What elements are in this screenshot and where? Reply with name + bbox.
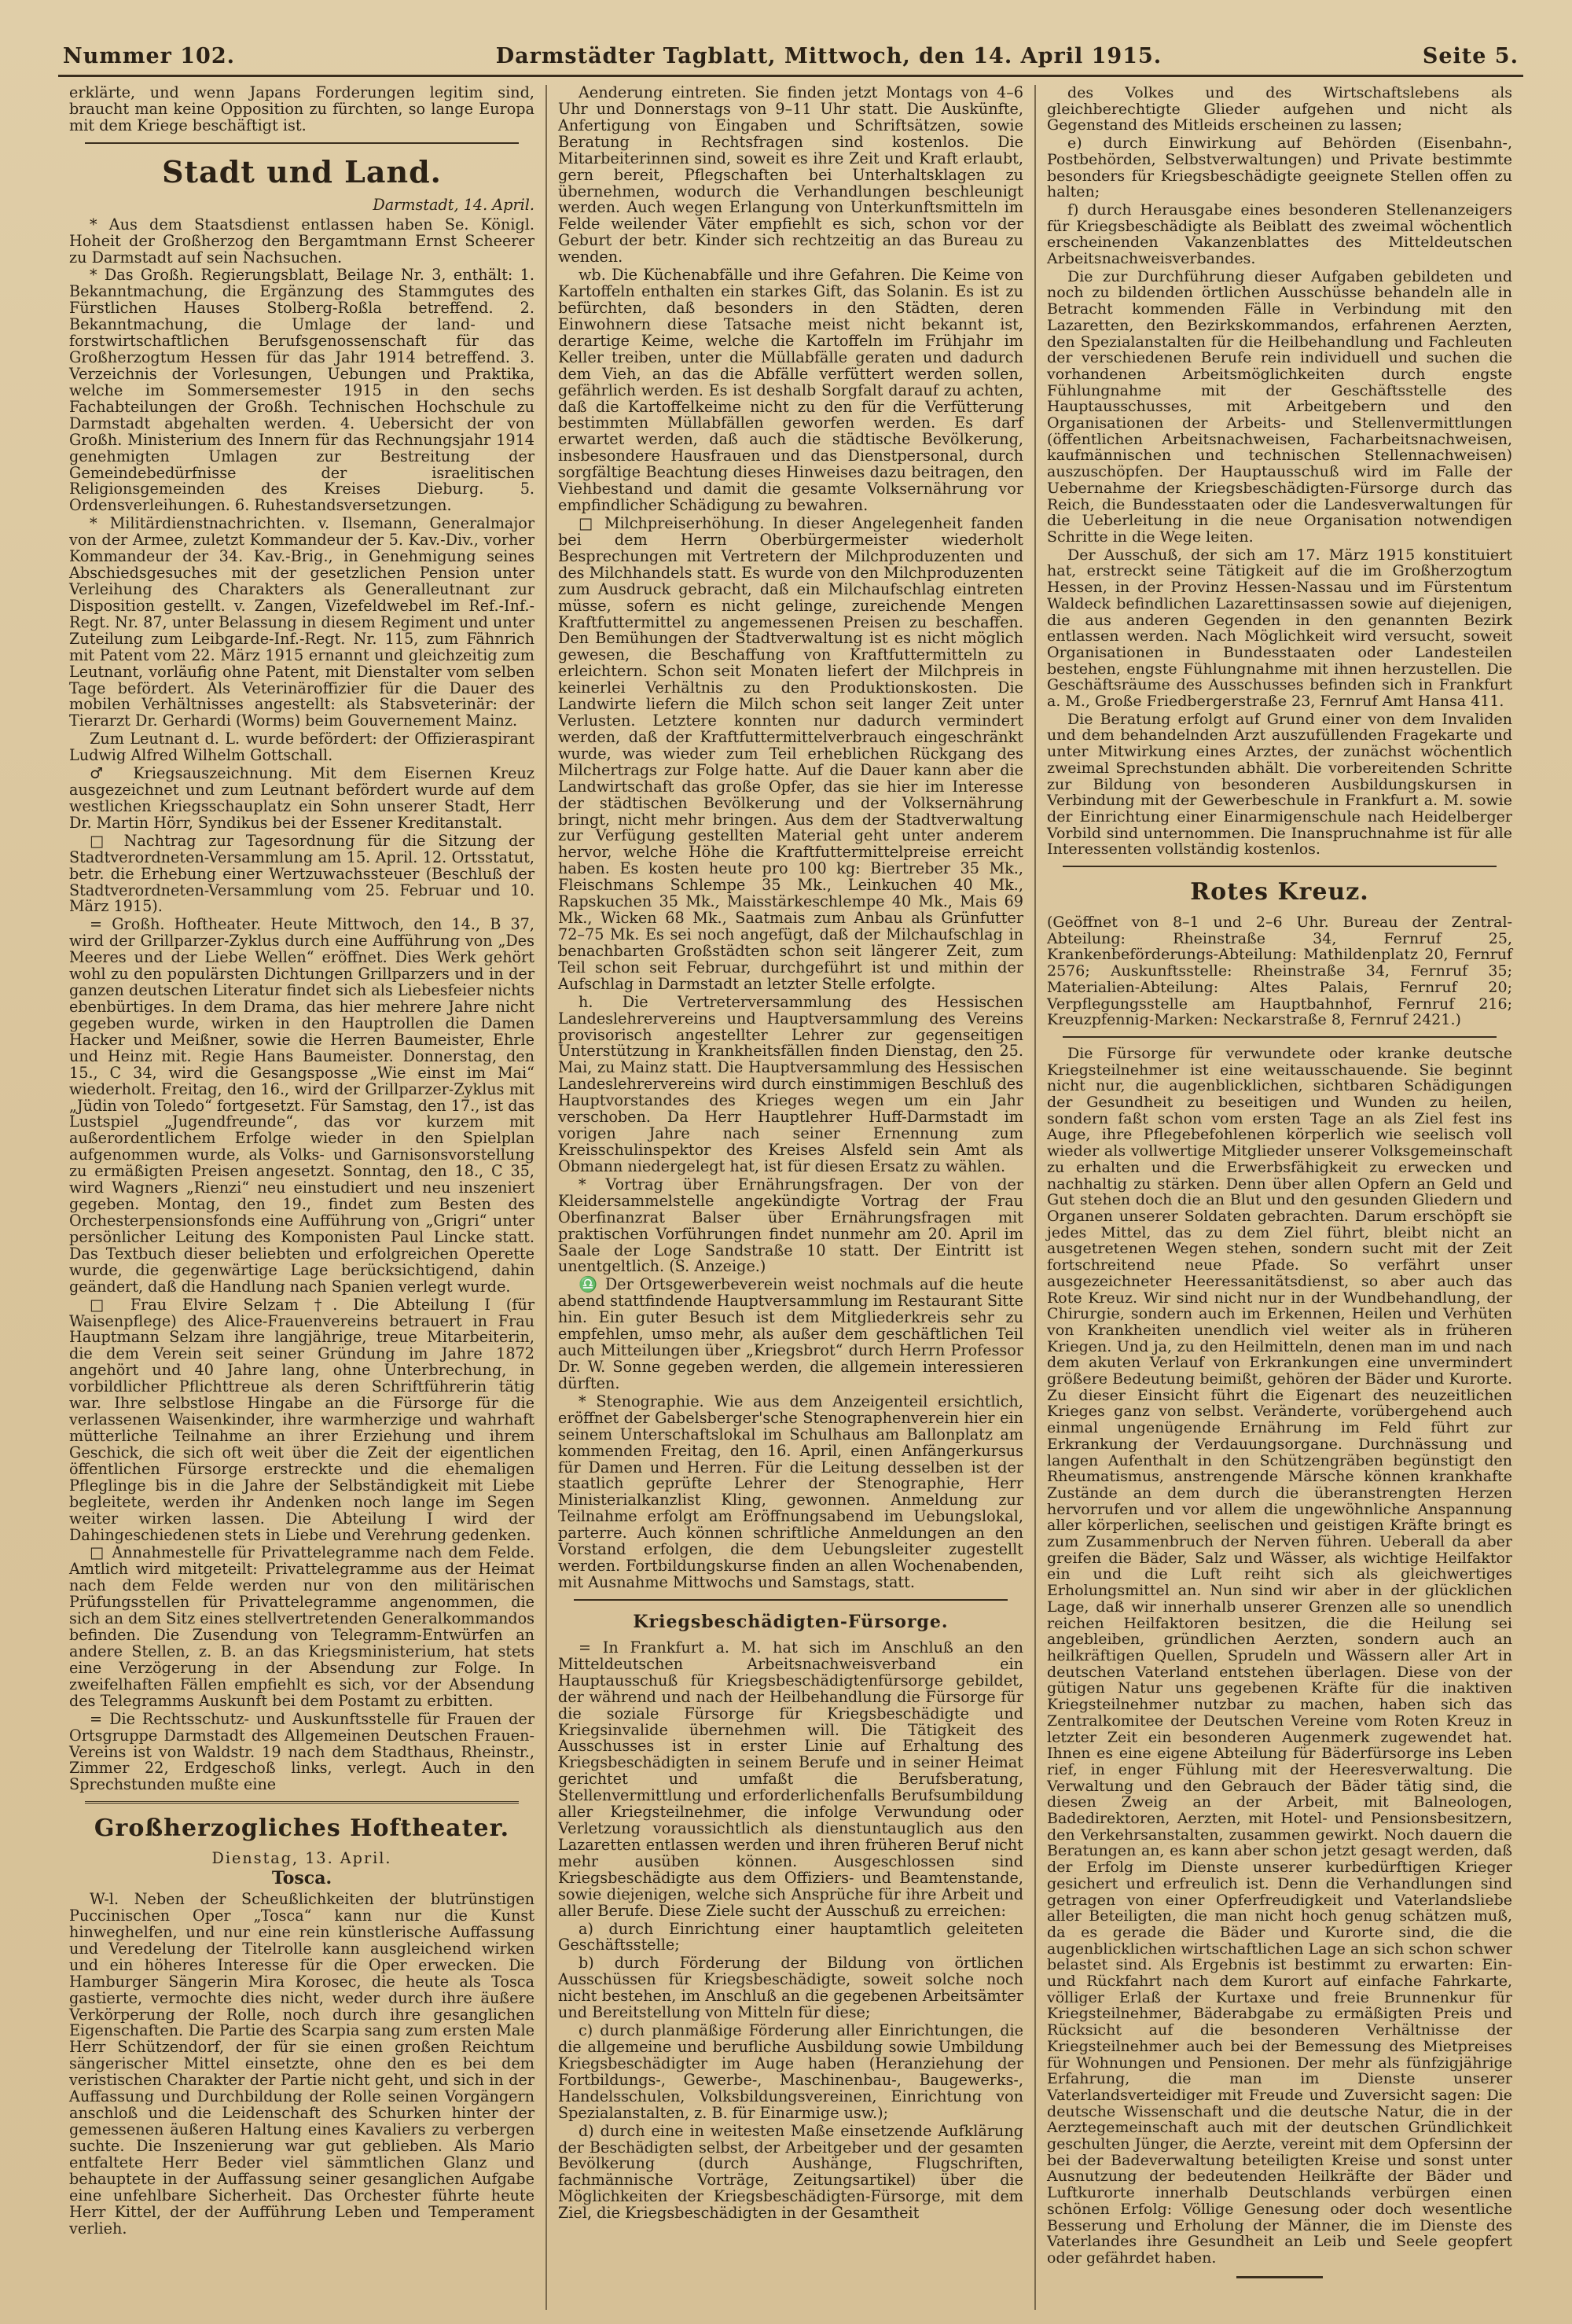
- article-list: [69, 217, 534, 1794]
- article-paragraph: c) durch planmäßige Förderung aller Einrichtungen, die die allgemeine und berufliche Ausbildung sowie Umbildung Kriegsbeschädigter im Auge haben (Heranziehung der Fortbildungs-, Gewerbe-, Maschinenbau-, Baugewerks-, Handelsschulen, Volksbildungsvereinen, Einrichtung von Spezialanstalten, z. B. für Einarmige usw.);: [558, 2021, 1023, 2122]
- article-paragraph: □ Nachtrag zur Tagesordnung für die Sitzung der Stadtverordneten-Versammlung am 15. April. 12. Ortsstatut, betr. die Erhebung einer Wertzuwachssteuer (Beschluß der Stadtverordneten-Versammlung vom 25. Februar und 10. März 1915).: [69, 831, 534, 916]
- article-paragraph: * Das Großh. Regierungsblatt, Beilage Nr. 3, enthält: 1. Bekanntmachung, die Ergänzung des Stammgutes des Fürstlichen Hauses Stolberg-Roßla betreffend. 2. Bekanntmachung, die Umlage der land- und forstwirtschaftlichen Berufsgenossenschaft für das Großherzogtum Hessen für das Jahr 1914 betreffend. 3. Verzeichnis der Vorlesungen, Uebungen und Praktika, welche im Sommersemester 1915 in den sechs Fachabteilungen der Großh. Technischen Hochschule zu Darmstadt abgehalten werden. 4. Uebersicht der von Großh. Ministerium des Innern für das Rechnungsjahr 1914 genehmigten Umlagen zur Bestreitung der Gemeindebedürfnisse der israelitischen Religionsgemeinden des Kreises Dieburg. 5. Ordensverleihungen. 6. Ruhestandsversetzungen.: [69, 266, 534, 515]
- issue-number: Nummer 102.: [63, 44, 236, 68]
- article-list: [558, 85, 1023, 1591]
- article-paragraph: * Aus dem Staatsdienst entlassen haben Se. Königl. Hoheit der Großherzog den Bergamtmann Ernst Scheerer zu Darmstadt auf sein Nachsuchen.: [69, 215, 534, 267]
- rotes-kreuz-info: (Geöffnet von 8–1 und 2–6 Uhr. Bureau der Zentral-Abteilung: Rheinstraße 34, Fernruf 25, Krankenbeförderungs-Abteilung: Mathildenplatz 20, Fernruf 2576; Auskunftsstelle: Rheinstraße 34, Fernruf 35; Materialien-Abteilung: Altes Palais, Fernruf 20; Verpflegungsstelle am Hauptbahnhof, Fernruf 216; Kreuzpfennig-Marken: Neckarstraße 8, Fernruf 2421.): [1047, 914, 1512, 1029]
- page-header: [58, 44, 1523, 77]
- section-heading-hoftheater: Großherzogliches Hoftheater.: [94, 1815, 510, 1843]
- article-paragraph: □ Annahmestelle für Privattelegramme nach dem Felde. Amtlich wird mitgeteilt: Privattelegramme aus der Heimat nach dem Felde werden nur von den militärischen Prüfungsstellen für Privattelegramme angenommen, die sich an dem Sitz eines stellvertretenden Generalkommandos befinden. Die Zusendung von Telegramm-Entwürfen an andere Stellen, z. B. an das Kriegsministerium, hat stets eine Verzögerung in der Absendung zur Folge. In zweifelhaften Fällen empfiehlt es sich, vor der Absendung des Telegramms Auskunft bei dem Postamt zu erbitten.: [69, 1543, 534, 1710]
- article-list: [1047, 85, 1512, 858]
- article-paragraph: * Militärdienstnachrichten. v. Ilsemann, Generalmajor von der Armee, zuletzt Kommandeur der 5. Kav.-Div., vorher Kommandeur der 34. Kav.-Brig., in Genehmigung seines Abschiedsgesuches mit der gesetzlichen Pension unter Verleihung des Charakters als Generalleutnant zur Disposition gestellt. v. Zangen, Vizefeldwebel im Ref.-Inf.-Regt. Nr. 87, unter Belassung in diesem Regiment und unter Zuteilung zum Leibgarde-Inf.-Regt. Nr. 115, zum Fähnrich mit Patent vom 22. März 1915 ernannt und gleichzeitig zum Leutnant, vorläufig ohne Patent, mit Dienstalter vom selben Tage befördert. Als Veterinäroffizier für die Dauer des mobilen Verhältnisses angestellt: als Stabsveterinär: der Tierarzt Dr. Gerhardi (Worms) beim Gouvernement Mainz.: [69, 514, 534, 730]
- article-paragraph: = In Frankfurt a. M. hat sich im Anschluß an den Mitteldeutschen Arbeitsnachweisverband ein Hauptausschuß für Kriegsbeschädigtenfürsorge gebildet, der während und nach der Heilbehandlung die Fürsorge für die soziale Fürsorge für Kriegsbeschädigte und Kriegsinvalide übernehmen will. Die Tätigkeit des Ausschusses ist in erster Linie auf Erhaltung des Kriegsbeschädigten in seinem Berufe und in seiner Heimat gerichtet und umfaßt die Berufsberatung, Stellenvermittlung und erforderlichenfalls Berufsumbildung aller Kriegsteilnehmer, die infolge Verwundung oder Verletzung voraussichtlich als dienstuntauglich aus den Lazaretten entlassen werden und ihren früheren Beruf nicht mehr ausüben können. Ausgeschlossen sind Kriegsbeschädigte aus dem Offiziers- und Beamtenstande, sowie diejenigen, welche sich Ansprüche für ihre Arbeit und aller Berufe. Diese Ziele sucht der Ausschuß zu erreichen:: [558, 1638, 1023, 1920]
- article-paragraph: h. Die Vertreterversammlung des Hessischen Landeslehrervereins und Hauptversammlung des Vereins provisorisch angestellter Lehrer zur gegenseitigen Unterstützung in Krankheitsfällen finden Dienstag, den 25. Mai, zu Mainz statt. Die Hauptversammlung des Hessischen Landeslehrervereins wird durch einstimmigen Beschluß des Hauptvorstandes des Krieges wegen um ein Jahr verschoben. Da Herr Hauptlehrer Huff-Darmstadt im vorigen Jahre nach seiner Ernennung zum Kreisschulinspektor des Kreises Alsfeld sein Amt als Obmann niedergelegt hat, ist für diesen Ersatz zu wählen.: [558, 992, 1023, 1175]
- article-paragraph: e) durch Einwirkung auf Behörden (Eisenbahn-, Postbehörden, Selbstverwaltungen) und Private bestimmte besonders für Kriegsbeschädigte geeignete Stellen offen zu halten;: [1047, 134, 1512, 201]
- article-paragraph: f) durch Herausgabe eines besonderen Stellenanzeigers für Kriegsbeschädigte als Beiblatt des zweimal wöchentlich erscheinenden Vakanzenblattes des Mitteldeutschen Arbeitsnachweisverbandes.: [1047, 200, 1512, 268]
- article-paragraph: Die Beratung erfolgt auf Grund einer von dem Invaliden und dem behandelnden Arzt auszufüllenden Fragekarte und unter Mitwirkung eines Arztes, der zunächst wöchentlich zweimal Sprechstunden abhält. Die vorbereitenden Schritte zur Bildung von besonderen Ausbildungskursen in Verbindung mit der Gewerbeschule in Frankfurt a. M. sowie der Einrichtung einer Einarmigenschule nach Heidelberger Vorbild sind unternommen. Die Inanspruchnahme ist für alle Interessenten vollständig kostenlos.: [1047, 710, 1512, 859]
- columns: [58, 85, 1523, 2310]
- article-paragraph: b) durch Förderung der Bildung von örtlichen Ausschüssen für Kriegsbeschädigte, soweit solche noch nicht bestehen, im Anschluß an die gegebenen Arbeitsämter und Bereitstellung von Mitteln für diese;: [558, 1954, 1023, 2022]
- article-paragraph: Zum Leutnant d. L. wurde befördert: der Offizieraspirant Ludwig Alfred Wilhelm Gottschall.: [69, 730, 534, 765]
- column-1: [58, 85, 545, 2310]
- article-paragraph: * Stenographie. Wie aus dem Anzeigenteil ersichtlich, eröffnet der Gabelsberger'sche Stenographenverein hier ein seinem Unterschaftslokal im Schulhaus am Ballonplatz am kommenden Freitag, den 16. April, einen Anfängerkursus für Damen und Herren. Für die Leitung desselben ist der staatlich geprüfte Lehrer der Stenographie, Herr Ministerialkanzlist Kling, gewonnen. Anmeldung zur Teilnahme erfolgt am Eröffnungsabend im Uebungslokal, parterre. Auch können schriftliche Anmeldungen an den Vorstand erfolgen, die dem Uebungsleiter zugestellt werden. Fortbildungskurse finden an allen Wochenabenden, mit Ausnahme Mittwochs und Samstags, statt.: [558, 1392, 1023, 1591]
- article-paragraph: □ Frau Elvire Selzam †. Die Abteilung I (für Waisenpflege) des Alice-Frauenvereins betrauert in Frau Hauptmann Selzam ihre langjährige, treue Mitarbeiterin, die dem Verein seit seiner Gründung im Jahre 1872 angehört und 40 Jahre lang, ohne Unterbrechung, in vorbildlicher Pflichttreue als deren Schriftführerin tätig war. Ihre selbstlose Hingabe an die Fürsorge für die verlassenen Waisenkinder, ihre warmherzige und wahrhaft mütterliche Teilnahme an ihrer Erziehung und ihrem Geschick, die sich oft weit über die Zeit der eigentlichen öffentlichen Fürsorge erstreckte und die ehemaligen Pfleglinge bis in die Jahre der Selbständigkeit mit Liebe begleitete, werden ihr Andenken noch lange im Segen weiter wirken lassen. Die Abteilung I wird der Dahingeschiedenen stets in Liebe und Verehrung gedenken.: [69, 1295, 534, 1544]
- column-2: [545, 85, 1034, 2310]
- article-paragraph: □ Milchpreiserhöhung. In dieser Angelegenheit fanden bei dem Herrn Oberbürgermeister wiederholt Besprechungen mit Vertretern der Milchproduzenten und des Milchhandels statt. Es wurde von den Milchproduzenten zum Ausdruck gebracht, daß ein Milchaufschlag eintreten müsse, sofern es nicht gelinge, zureichende Mengen Kraftfuttermittel zu angemessenen Preisen zu beschaffen. Den Bemühungen der Stadtverwaltung ist es nicht möglich gewesen, die Beschaffung von Kraftfuttermitteln zu erleichtern. Schon seit Monaten liefert der Milchpreis in keinerlei Verhältnis zu den Produktionskosten. Die Landwirte liefern die Milch schon seit langer Zeit unter Verlusten. Letztere konnten nur dadurch vermindert werden, daß der Kraftfuttermittelverbrauch eingeschränkt wurde, was wieder zum Teil erheblichen Rückgang des Milchertrags zur Folge hatte. Auf die Dauer kann aber die Landwirtschaft das große Opfer, das sie hier im Interesse der städtischen Bevölkerung und der Volksernährung bringt, nicht mehr bringen. Aus dem der Stadtverwaltung zur Verfügung gestellten Material geht unter anderem hervor, welche Höhe die Kraftfuttermittelpreise erreicht haben. Es kosten heute pro 100 kg: Biertreber 35 Mk., Fleischmans Schlempe 35 Mk., Leinkuchen 40 Mk., Rapskuchen 35 Mk., Maisstärkeschlempe 40 Mk., Mais 69 Mk., Wicken 68 Mk., Saatmais zum Anbau als Grünfutter 72–75 Mk. Es sei noch angefügt, daß der Milchaufschlag in benachbarten Großstädten schon seit längerer Zeit, zum Teil schon seit Februar, durchgeführt ist und mithin der Aufschlag in Darmstadt an letzter Stelle erfolgte.: [558, 513, 1023, 993]
- article-paragraph: Die zur Durchführung dieser Aufgaben gebildeten und noch zu bildenden örtlichen Ausschüsse behandeln alle in Betracht kommenden Fälle in Verbindung mit den Lazaretten, den Bezirkskommandos, erfahrenen Aerzten, den Spezialanstalten für die Heilbehandlung und Fachleuten der verschiedenen Berufe rein individuell und suchen die vorhandenen Arbeitsmöglichkeiten durch engste Fühlungnahme mit der Geschäftsstelle des Hauptausschusses, mit Arbeitgebern und den Organisationen der Arbeits- und Stellenvermittlungen (öffentlichen Arbeitsnachweisen, Facharbeitsnachweisen, kaufmännischen und technischen Stellennachweisen) auszuschöpfen. Der Hauptausschuß wird im Falle der Uebernahme der Kriegsbeschädigten-Fürsorge durch das Reich, die Bundesstaaten oder die Landesverwaltungen für die Ueberleitung in die neue Organisation notwendigen Schritte in die Wege leiten.: [1047, 267, 1512, 546]
- section-heading-kriegsbeschaedigten-fuersorge: Kriegsbeschädigten-Fürsorge.: [633, 1611, 949, 1632]
- divider: [1063, 866, 1497, 867]
- end-rule: [1236, 2276, 1323, 2278]
- review-text: W-l. Neben der Scheußlichkeiten der blutrünstigen Puccinischen Oper „Tosca“ kann nur die Kunst hinweghelfen, und nur eine rein künstlerische Auffassung und Veredelung der Titelrolle kann ausgleichend wirken und ein höheres Interesse für die Oper erwecken. Die Hamburger Sängerin Mira Korosec, die heute als Tosca gastierte, vermochte dies nicht, weder durch ihre äußere Verkörperung der Rolle, noch durch ihre gesanglichen Eigenschaften. Die Partie des Scarpia sang zum ersten Male Herr Schützendorf, der für sie einen großen Reichtum sängerischer Mittel einsetzte, ohne den es bei dem veristischen Charakter der Partie nicht geht, und sich in der Auffassung und Durchbildung der Rolle seinen Vorgängern anschloß und die Leidenschaft des Schurken hinter der gemessenen äußeren Haltung eines Kavaliers zu verbergen suchte. Die Inszenierung war gut geblieben. Als Mario entfaltete Herr Beder viel sämmtlichen Glanz und behauptete in der Auffassung seiner gesanglichen Aufgabe eine unfehlbare Sicherheit. Das Orchester führte heute Herr Kittel, der der Aufführung Leben und Temperament verlieh.: [69, 1890, 534, 2238]
- divider: [85, 142, 519, 144]
- page-number: Seite 5.: [1422, 44, 1519, 68]
- column-3: [1034, 85, 1523, 2310]
- article-paragraph: des Volkes und des Wirtschaftslebens als gleichberechtigte Glieder aufgehen und nicht als Gegenstand des Mitleids erscheinen zu lassen;: [1047, 85, 1512, 134]
- intro-text: erklärte, und wenn Japans Forderungen legitim sind, braucht man keine Opposition zu fürchten, so lange Europa mit dem Kriege beschäftigt ist.: [69, 85, 534, 134]
- divider: [574, 1599, 1008, 1601]
- article-paragraph: Die Fürsorge für verwundete oder kranke deutsche Kriegsteilnehmer ist eine weitausschauende. Sie beginnt nicht nur, die augenblicklichen, sichtbaren Schädigungen der Gesundheit zu beseitigen und Wunden zu heilen, sondern faßt schon vom ersten Tage an als Ziel fest ins Auge, ihre Pflegebefohlenen körperlich wie seelisch voll wieder als vollwertige Mitglieder unserer Volksgemeinschaft zu erhalten und die Erwerbsfähigkeit zu erwecken und nachhaltig zu stärken. Denn über allen Opfern an Geld und Gut stehen doch die an Blut und den gesunden Gliedern und Organen unserer Soldaten gebrachten. Darum erschöpft sie jedes Mittel, das zu dem Ziel führt, bleibt nicht an ausgetretenen Wegen stehen, sondern sucht mit der Zeit fortschreitend neue Pfade. So verfährt unser ausgezeichneter Heeressanitätsdienst, so aber auch das Rote Kreuz. Wir sind nicht nur in der Wundbehandlung, der Chirurgie, sondern auch im Erkennen, Heilen und Verhüten von Krankheiten unendlich viel weiter als in früheren Kriegen. Und ja, zu den Heilmitteln, denen man im und nach dem akuten Verlauf von Erkrankungen eine unvermindert größere Bedeutung beimißt, gehören der Bäder und Kurorte. Zu dieser Einsicht führt die Eigenart des neuzeitlichen Krieges ganz von selbst. Veränderte, vorübergehend auch einmal ungenügende Ernährung im Feld führt zur Erkrankung der Verdauungsorgane. Durchnässung und langen Aufenthalt in den Schützengräben begünstigt den Rheumatismus, anstrengende Märsche können krankhafte Zustände an dem durch die überanstrengten Herzen hervorrufen und vor allem die ungewöhnliche Anspannung aller körperlichen, seelischen und geistigen Kräfte bringt es zum Zusammenbruch der Nerven führen. Ueberall da aber greifen die Bäder, Salz und Wässer, als wichtige Heilfaktor ein und die Luft reiht sich als gleichwertiges Erholungsmittel an. Nun sind wir aber in der glücklichen Lage, daß wir innerhalb unserer Grenzen alle so unendlich reichen Heilfaktoren besitzen, die die Heilung sei angebleiben, gründlichen Aerzten, sondern auch an heilkräftigen Quellen, Sprudeln und Wässern aller Art in deutschen Vaterland entstehen überlagen. Diese von der gütigen Natur uns gegebenen Kräfte für die inaktiven Kriegsteilnehmer nutzbar zu machen, haben sich das Zentralkomitee der Deutschen Vereine vom Roten Kreuz in letzter Zeit ein besonderen Augenmerk zugewendet hat. Ihnen es eine eigene Abteilung für Bäderfürsorge ins Leben rief, in enger Fühlung mit der Heeresverwaltung. Die Verwaltung und den Gebrauch der Bäder tätig sind, die diesen Zweig an der Arbeit, mit Balneologen, Badedirektoren, Aerzten, mit Hotel- und Pensionsbesitzern, den Verkehrsanstalten, zusammen gewirkt. Noch dauern die Beratungen an, es kann aber schon jetzt gesagt werden, daß der Erfolg im Dienste unserer kurbedürftigen Krieger gesichert und erfreulich ist. Denn die Verhandlungen sind getragen von einer Opferfreudigkeit und Vaterlandsliebe aller Beteiligten, die man nicht hoch genug schätzen muß, da es gerade die Bäder und Kurorte sind, die die augenblicklichen wirtschaftlichen Lage an sich schon schwer belastet sind. Als Ergebnis ist bestimmt zu erwarten: Ein- und Rückfahrt nach dem Kurort auf einfache Fahrkarte, völliger Erlaß der Kurtaxe und freie Brunnenkur für Kriegsteilnehmer, Bäderabgabe zu ermäßigten Preis und Rücksicht auf die besonderen Verhältnisse der Kriegsteilnehmer auch bei der Bemessung des Mietpreises für Wohnungen und Pensionen. Der mehr als fünfzigjährige Erfahrung, die man im Dienste unserer Vaterlandsverteidiger mit Freude und Zuversicht sagen: Die deutsche Wissenschaft und die deutsche Natur, die in der Aerztegemeinschaft auch mit der deutschen Gründlichkeit geschulten Jünger, die Aerzte, vereint mit dem Opfersinn der bei der Badeverwaltung beteiligten Kreise und sonst unter Ausnutzung der bedeutenden Heilkräfte der Bäder und Luftkurorte innerhalb Deutschlands verbürgen einen schönen Erfolg: Völlige Genesung oder doch wesentliche Besserung und Erholung der Männer, die im Dienste des Vaterlandes ihre Gesundheit an Leib und Seele geopfert oder gefährdet haben.: [1047, 1044, 1512, 2267]
- article-paragraph: a) durch Einrichtung einer hauptamtlich geleiteten Geschäftsstelle;: [558, 1919, 1023, 1954]
- section-heading-rotes-kreuz: Rotes Kreuz.: [1190, 878, 1369, 906]
- article-paragraph: wb. Die Küchenabfälle und ihre Gefahren. Die Keime von Kartoffeln enthalten ein starkes Gift, das Solanin. Es ist zu befürchten, daß besonders in den Städten, deren Einwohnern diese Tatsache meist nicht bekannt ist, derartige Keime, welche die Kartoffeln im Frühjahr im Keller treiben, unter die Müllabfälle geraten und dadurch dem Vieh, an das die Abfälle verfüttert werden sollen, gefährlich werden. Es ist deshalb Sorgfalt darauf zu achten, daß die Kartoffelkeime nicht zu den für die Verfütterung bestimmten Müllabfällen geworfen werden. Es darf erwartet werden, daß auch die städtische Bevölkerung, insbesondere Hausfrauen und das Dienstpersonal, durch sorgfältige Beachtung dieses Hinweises dazu beitragen, den Viehbestand und damit die gesamte Volksernährung vor empfindlicher Schädigung zu bewahren.: [558, 266, 1023, 515]
- article-paragraph: ♂ Kriegsauszeichnung. Mit dem Eisernen Kreuz ausgezeichnet und zum Leutnant befördert wurde auf dem westlichen Kriegsschauplatz ein Sohn unserer Stadt, Herr Dr. Martin Hörr, Syndikus bei der Essener Kreditanstalt.: [69, 764, 534, 832]
- article-paragraph: = Die Rechtsschutz- und Auskunftsstelle für Frauen der Ortsgruppe Darmstadt des Allgemeinen Deutschen Frauen-Vereins ist von Waldstr. 19 nach dem Stadthaus, Rheinstr., Zimmer 22, Erdgeschoß links, verlegt. Auch in den Sprechstunden mußte eine: [69, 1709, 534, 1794]
- newspaper-title: Darmstädter Tagblatt, Mittwoch, den 14. April 1915.: [495, 44, 1162, 68]
- divider: [1063, 1036, 1497, 1038]
- article-paragraph: Der Ausschuß, der sich am 17. März 1915 konstituiert hat, erstreckt seine Tätigkeit auf die im Großherzogtum Hessen, in der Provinz Hessen-Nassau und im Fürstentum Waldeck befindlichen Lazarettinsassen sowie auf diejenigen, die aus anderen Gegenden in den genannten Bezirk entlassen werden. Nach Möglichkeit wird versucht, soweit Organisationen in Bundesstaaten oder Landesteilen bestehen, engste Fühlungnahme mit ihnen herzustellen. Die Geschäftsräume des Ausschusses befinden sich in Frankfurt a. M., Große Friedbergerstraße 23, Fernruf Amt Hansa 411.: [1047, 546, 1512, 711]
- article-paragraph: Aenderung eintreten. Sie finden jetzt Montags von 4–6 Uhr und Donnerstags von 9–11 Uhr statt. Die Auskünfte, Anfertigung von Eingaben und Schriftsätzen, sowie Beratung in Rechtsfragen sind kostenlos. Die Mitarbeiterinnen sind, soweit es ihre Zeit und Kraft erlaubt, gern bereit, Pflegschaften bei Unterhaltsklagen zu übernehmen, wodurch die Verhandlungen beschleunigt werden. Auch wegen Erlangung von Unterkunftsmitteln im Felde weilender Väter empfiehlt es sich, schon vor der Geburt der betr. Kinder sich rechtzeitig an das Bureau zu wenden.: [558, 85, 1023, 267]
- article-paragraph: * Vortrag über Ernährungsfragen. Der von der Kleidersammelstelle angekündigte Vortrag der Frau Oberfinanzrat Balser über Ernährungsfragen mit praktischen Vorführungen findet nunmehr am 20. April im Saale der Loge Sandstraße 10 statt. Der Eintritt ist unentgeltlich. (S. Anzeige.): [558, 1175, 1023, 1276]
- review-title: Tosca.: [271, 1868, 332, 1889]
- article-paragraph: d) durch eine in weitesten Maße einsetzende Aufklärung der Beschädigten selbst, der Arbeitgeber und der gesamten Bevölkerung (durch Aushänge, Flugschriften, fachmännische Vorträge, Zeitungsartikel) über die Möglichkeiten der Kriegsbeschädigten-Fürsorge, mit dem Ziel, die Kriegsbeschädigten in der Gesamtheit: [558, 2121, 1023, 2223]
- article-paragraph: = Großh. Hoftheater. Heute Mittwoch, den 14., B 37, wird der Grillparzer-Zyklus durch eine Aufführung von „Des Meeres und der Liebe Wellen“ eröffnet. Dies Werk gehört wohl zu den populärsten Dichtungen Grillparzers und in der ganzen deutschen Literatur findet sich als Liebesfeier nichts ebenbürtiges. In dem Drama, das hier mehrere Jahre nicht gegeben wurde, wirken in den Hauptrollen die Damen Hacker und Meißner, sowie die Herren Baumeister, Ehrle und Heinz mit. Regie Hans Baumeister. Donnerstag, den 15., C 34, wird die Gesangsposse „Wie einst im Mai“ wiederholt. Freitag, den 16., wird der Grillparzer-Zyklus mit „Jüdin von Toledo“ fortgesetzt. Für Samstag, den 17., ist das Lustspiel „Jugendfreunde“, das vor kurzem mit außerordentlichem Erfolge wieder in den Spielplan aufgenommen wurde, als Volks- und Garnisonsvorstellung zu ermäßigten Preisen angesetzt. Sonntag, den 18., C 35, wird Wagners „Rienzi“ neu einstudiert und neu inszeniert gegeben. Montag, den 19., findet zum Besten des Orchesterpensionsfonds eine Aufführung von „Grigri“ unter persönlicher Leitung des Komponisten Paul Lincke statt. Das Textbuch dieser beliebten und erfolgreichen Operette wurde, die gegenwärtige Lage berücksichtigend, dahin geändert, daß die Handlung nach Spanien verlegt wurde.: [69, 915, 534, 1296]
- article-list: [558, 1640, 1023, 2222]
- review-date: Dienstag, 13. April.: [211, 1849, 392, 1868]
- section-heading-stadt-und-land: Stadt und Land.: [162, 153, 442, 189]
- article-list: [1047, 1046, 1512, 2267]
- divider: [85, 1801, 519, 1804]
- article-paragraph: ♎ Der Ortsgewerbeverein weist nochmals auf die heute abend stattfindende Hauptversammlung im Restaurant Sitte hin. Ein guter Besuch ist dem Mitgliederkreis sehr zu empfehlen, umso mehr, als außer dem geschäftlichen Teil auch Mitteilungen über „Kriegsbrot“ durch Herrn Professor Dr. W. Sonne gegeben werden, die allgemein interessieren dürften.: [558, 1275, 1023, 1392]
- dateline: Darmstadt, 14. April.: [373, 195, 534, 214]
